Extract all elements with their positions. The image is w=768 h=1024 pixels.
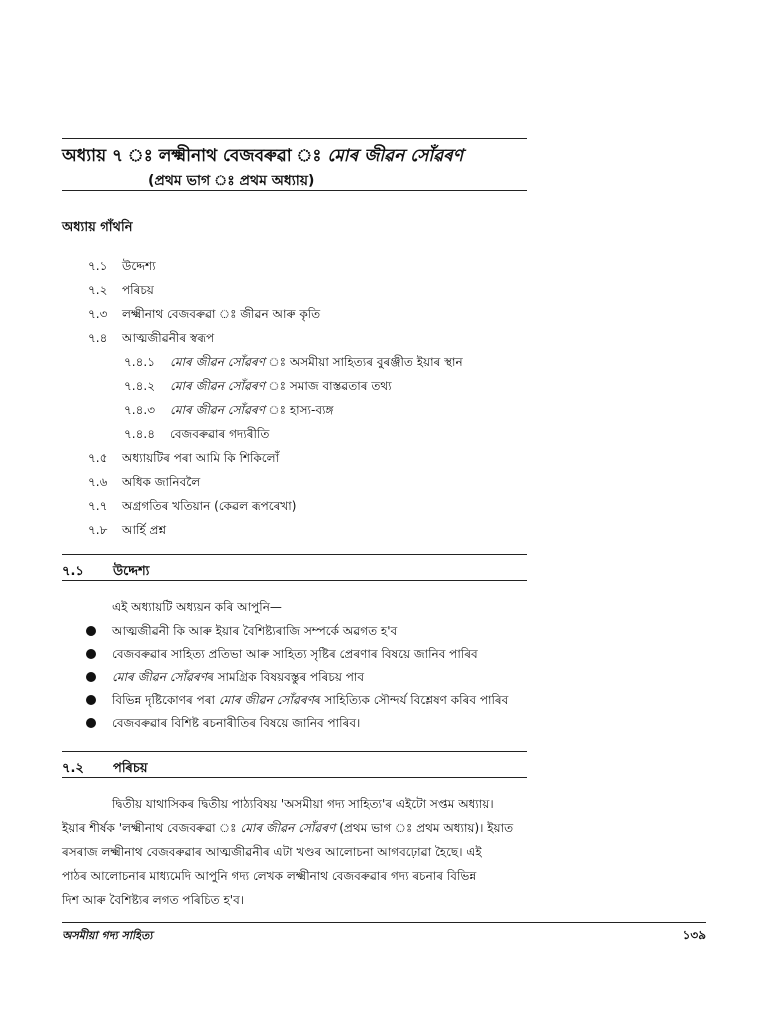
toc-number: ৭.৭	[88, 499, 108, 513]
toc-subitem	[124, 402, 334, 418]
toc-number: ৭.৫	[88, 451, 108, 465]
toc-italic: মোৰ জীৱন সোঁৱৰণ	[170, 379, 266, 393]
chapter-title	[62, 143, 532, 171]
toc-item	[88, 306, 321, 322]
bullet-icon	[86, 672, 96, 682]
objective-text: ৰ সাহিত্যিক সৌন্দৰ্য বিশ্লেষণ কৰিব পাৰিব	[313, 693, 509, 707]
toc-text: লক্ষ্মীনাথ বেজবৰুৱা ঃ জীৱন আৰু কৃতি	[122, 307, 321, 321]
footer-rule	[62, 922, 706, 923]
bullet-icon	[86, 649, 96, 659]
toc-text: ঃ সমাজ বাস্তৱতাৰ তথ্য	[265, 379, 392, 393]
paragraph-line: দ্বিতীয় যাথাসিকৰ দ্বিতীয় পাঠ্যবিষয় 'অসমীয়া গদ্য সাহিত্য'ৰ এইটো সপ্তম অধ্যায়।	[112, 797, 494, 811]
toc-number: ৭.৪	[88, 331, 108, 345]
paragraph-line: পাঠৰ আলোচনাৰ মাধ্যমেদি আপুনি গদ্য লেখক লক্ষ্মীনাথ বেজবৰুৱাৰ গদ্য ৰচনাৰ বিভিন্ন	[62, 869, 477, 883]
objective-text: বেজবৰুৱাৰ বিশিষ্ট ৰচনাৰীতিৰ বিষয়ে জানিব পাৰিব।	[112, 716, 361, 730]
toc-text: আৰ্হি প্ৰশ্ন	[122, 523, 167, 537]
paragraph-text: (প্ৰথম ভাগ ঃ প্ৰথম অধ্যায়)। ইয়াত	[335, 821, 514, 835]
toc-item	[88, 522, 167, 538]
toc-subitem	[124, 354, 463, 370]
paragraph-line: ৰসৰাজ লক্ষ্মীনাথ বেজবৰুৱাৰ আত্মজীৱনীৰ এটা খণ্ডৰ আলোচনা আগবঢ়োৱা হৈছে। এই	[62, 845, 482, 859]
contents-heading: অধ্যায় গাঁথনি	[62, 220, 133, 235]
bullet-icon	[86, 718, 96, 728]
toc-number: ৭.৪.২	[124, 379, 156, 393]
chapter-subtitle: (প্ৰথম ভাগ ঃ প্ৰথম অধ্যায়)	[148, 173, 315, 189]
toc-text: অধিক জানিবলৈ	[122, 475, 201, 489]
section-number: ৭.২	[62, 761, 84, 776]
chapter-title-prefix: অধ্যায় ৭ ঃ লক্ষ্মীনাথ বেজবৰুৱা ঃ	[62, 146, 328, 166]
toc-text: উদ্দেশ্য	[122, 259, 156, 273]
top-rule	[62, 138, 527, 139]
toc-italic: মোৰ জীৱন সোঁৱৰণ	[170, 355, 266, 369]
toc-text: ঃ অসমীয়া সাহিত্যৰ বুৰঞ্জীত ইয়াৰ স্থান	[265, 355, 463, 369]
toc-item	[88, 330, 215, 346]
toc-text: বেজবৰুৱাৰ গদ্যৰীতি	[170, 427, 270, 441]
paragraph-line: দিশ আৰু বৈশিষ্ট্যৰ লগত পৰিচিত হ'ব।	[62, 893, 245, 907]
paragraph-line	[62, 820, 528, 836]
section2-bottom-rule	[62, 777, 527, 778]
objective-text: বেজবৰুৱাৰ সাহিত্য প্ৰতিভা আৰু সাহিত্য সৃষ্টিৰ প্ৰেৰণাৰ বিষয়ে জানিব পাৰিব	[112, 647, 478, 661]
objectives-intro: এই অধ্যায়টি অধ্যয়ন কৰি আপুনি—	[112, 600, 282, 614]
objective-italic: মোৰ জীৱন সোঁৱৰণ	[112, 670, 208, 684]
toc-item	[88, 474, 201, 490]
title-bottom-rule	[62, 190, 527, 191]
objective-text: আত্মজীৱনী কি আৰু ইয়াৰ বৈশিষ্ট্যৰাজি সম্পৰ্কে অৱগত হ'ব	[112, 624, 398, 638]
objective-italic: মোৰ জীৱন সোঁৱৰণ	[218, 693, 314, 707]
toc-subitem	[124, 378, 392, 394]
toc-number: ৭.৮	[88, 523, 108, 537]
paragraph-italic: মোৰ জীৱন সোঁৱৰণ	[240, 821, 336, 835]
bullet-icon	[86, 695, 96, 705]
footer-book-title: অসমীয়া গদ্য সাহিত্য	[62, 929, 153, 942]
toc-subitem	[124, 426, 270, 442]
section2-top-rule	[62, 751, 527, 752]
page-number: ১৩৯	[682, 928, 706, 942]
objective-prefix: বিভিন্ন দৃষ্টিকোণৰ পৰা	[112, 693, 219, 707]
toc-text: ঃ হাস্য-ব্যঙ্গ	[265, 403, 334, 417]
toc-number: ৭.১	[88, 259, 108, 273]
section-number: ৭.১	[62, 564, 84, 579]
chapter-title-italic: মোৰ জীৱন সোঁৱৰণ	[327, 146, 464, 166]
toc-italic: মোৰ জীৱন সোঁৱৰণ	[170, 403, 266, 417]
toc-number: ৭.২	[88, 283, 108, 297]
toc-number: ৭.৪.৩	[124, 403, 156, 417]
bullet-icon	[86, 626, 96, 636]
section-title: পৰিচয়	[113, 761, 148, 776]
paragraph-prefix: ইয়াৰ শীৰ্ষক 'লক্ষ্মীনাথ বেজবৰুৱা ঃ	[62, 821, 241, 835]
toc-text: অগ্ৰগতিৰ খতিয়ান (কেৱল ৰূপৰেখা)	[122, 499, 297, 513]
toc-item	[88, 282, 154, 298]
toc-text: আত্মজীৱনীৰ স্বৰূপ	[122, 331, 215, 345]
toc-number: ৭.৩	[88, 307, 108, 321]
toc-item	[88, 258, 156, 274]
toc-number: ৭.৪.৪	[124, 427, 156, 441]
section1-top-rule	[62, 554, 527, 555]
toc-number: ৭.৪.১	[124, 355, 156, 369]
toc-number: ৭.৬	[88, 475, 108, 489]
toc-text: অধ্যায়টিৰ পৰা আমি কি শিকিলোঁ	[122, 451, 280, 465]
toc-text: পৰিচয়	[122, 283, 154, 297]
toc-item	[88, 450, 280, 466]
section1-bottom-rule	[62, 580, 527, 581]
toc-item	[88, 498, 297, 514]
objective-text: ৰ সামগ্ৰিক বিষয়বস্তুৰ পৰিচয় পাব	[207, 670, 365, 684]
section-title: উদ্দেশ্য	[113, 564, 150, 579]
